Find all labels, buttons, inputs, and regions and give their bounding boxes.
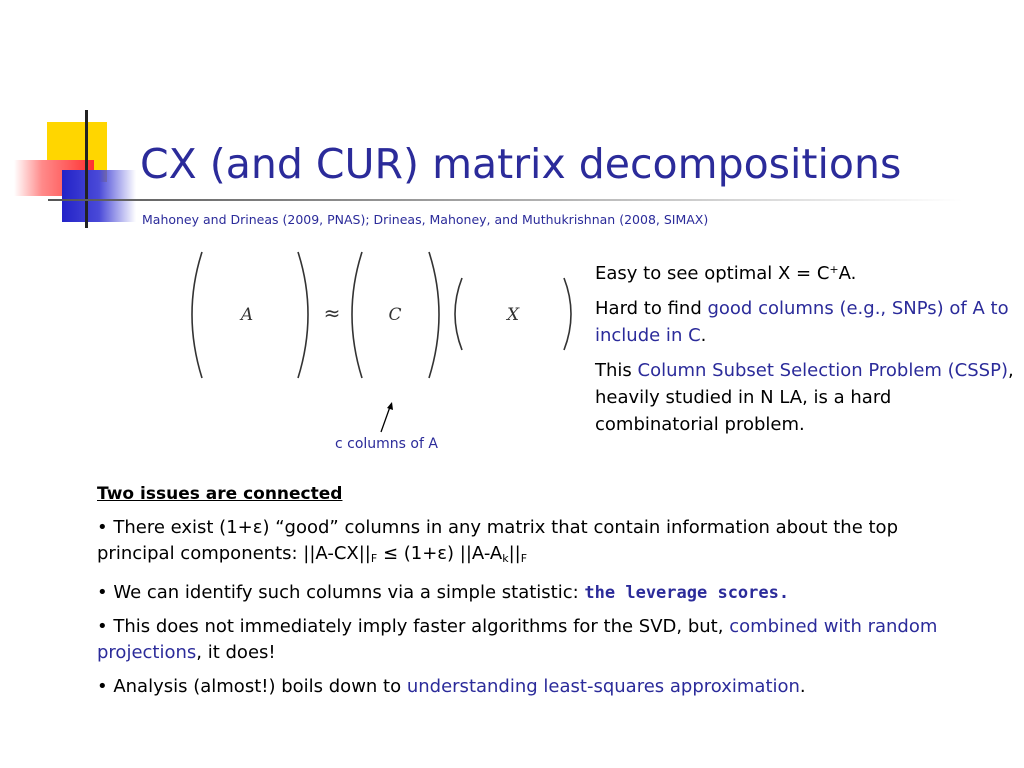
b3-highlight: combined with random projections (97, 616, 938, 663)
slide-subtitle: Mahoney and Drineas (2009, PNAS); Drineas, Mahoney, and Muthukrishnan (2008, SIMAX) (142, 212, 709, 227)
b1-sub-k: k (502, 552, 509, 565)
matrix-x-right-paren (564, 278, 571, 350)
b2-text: • We can identify such columns via a simple statistic: (97, 582, 585, 603)
matrix-c-right-paren (429, 252, 439, 378)
right-text-panel (595, 256, 1015, 446)
columns-annotation: c columns of A (335, 436, 438, 452)
b4-end: . (799, 676, 806, 697)
matrix-a-label: A (240, 305, 254, 325)
matrix-a-left-paren (192, 252, 202, 378)
cssp-paragraph (595, 357, 1015, 438)
p1-sup: + (829, 263, 839, 276)
p3-end: , heavily studied in N LA, is a hard combinatorial problem. (595, 360, 1014, 435)
matrix-c-left-paren (352, 252, 362, 378)
p1-end: A. (838, 263, 857, 284)
slide-title: CX (and CUR) matrix decompositions (140, 140, 902, 188)
issues-heading-paragraph (97, 481, 977, 507)
bullet-least-squares (97, 674, 977, 700)
approx-sign: ≈ (323, 301, 341, 325)
decor-blue-square (62, 170, 136, 222)
b1-text: • There exist (1+ε) “good” columns in any matrix that contain information about the top principal components: ||A-CX|| (97, 517, 898, 564)
p3-text: This (595, 360, 638, 381)
good-columns-paragraph (595, 295, 1015, 349)
b1-sub-f1: F (370, 552, 378, 565)
b1-mid2: || (508, 543, 521, 564)
b1-mid: ≤ (1+ε) ||A-A (377, 543, 503, 564)
optimal-x-paragraph (595, 256, 1015, 287)
lower-text-section (97, 481, 977, 708)
b3-end: , it does! (196, 642, 276, 663)
arrow-icon (375, 398, 399, 438)
matrix-c-label: C (388, 305, 402, 325)
p1-text: Easy to see optimal X = C (595, 263, 830, 284)
b3-text: • This does not immediately imply faster algorithms for the SVD, but, (97, 616, 730, 637)
p2-highlight: good columns (e.g., SNPs) of A to include in C (595, 298, 1009, 346)
p2-text: Hard to find (595, 298, 708, 319)
bullet-good-columns (97, 515, 977, 572)
p2-end: . (700, 325, 707, 346)
issues-heading: Two issues are connected (97, 484, 343, 504)
matrix-x-left-paren (455, 278, 462, 350)
matrix-x-label: X (506, 305, 520, 325)
decor-vertical-line (85, 110, 88, 228)
b1-sub-f2: F (520, 552, 528, 565)
b2-highlight: the leverage scores. (584, 583, 790, 603)
matrix-equation (186, 248, 586, 388)
decor-horizontal-line (48, 199, 963, 201)
b4-text: • Analysis (almost!) boils down to (97, 676, 407, 697)
b4-highlight: understanding least-squares approximation (406, 676, 800, 697)
bullet-leverage-scores (97, 580, 977, 606)
bullet-svd (97, 614, 977, 666)
p3-highlight: Column Subset Selection Problem (CSSP) (637, 360, 1008, 381)
matrix-a-right-paren (298, 252, 308, 378)
